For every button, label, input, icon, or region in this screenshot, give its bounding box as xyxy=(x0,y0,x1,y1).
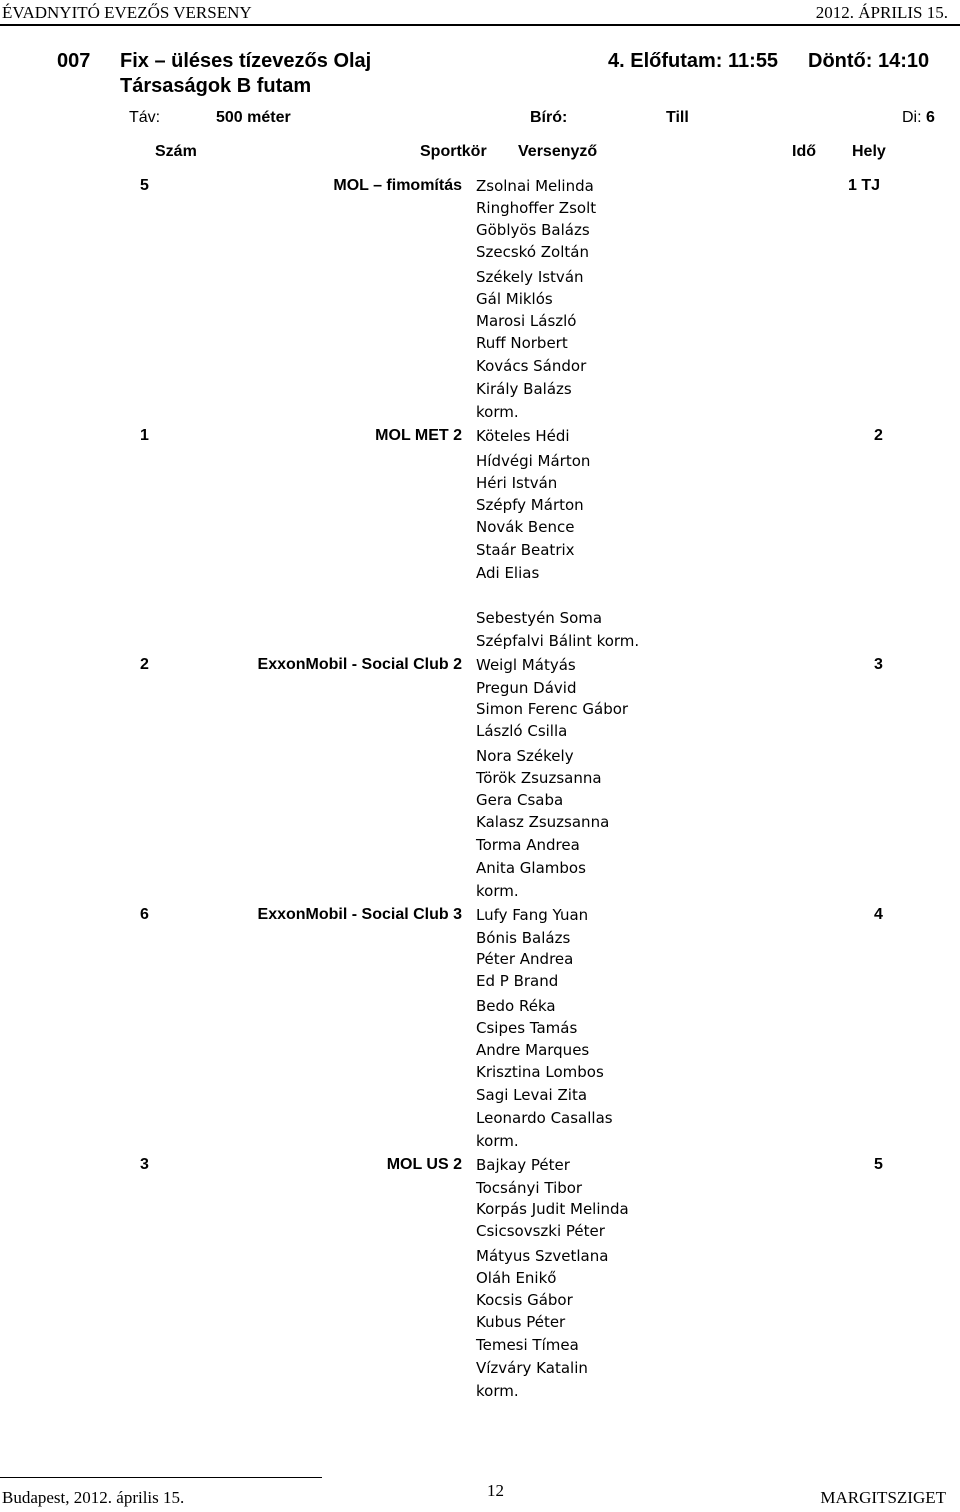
crew-member: Leonardo Casallas xyxy=(476,1109,613,1127)
entry-number: 2 xyxy=(140,656,149,673)
footer-location-date: Budapest, 2012. április 15. xyxy=(2,1488,185,1507)
crew-member: Héri István xyxy=(476,474,558,492)
entry-place: 4 xyxy=(874,906,883,923)
lane-value: 6 xyxy=(926,109,935,126)
entry-number: 5 xyxy=(140,177,149,194)
crew-member: Szépfalvi Bálint korm. xyxy=(476,632,640,650)
crew-member: Bónis Balázs xyxy=(476,929,571,947)
entry-club: MOL – fimomítás xyxy=(333,177,462,194)
crew-member: Lufy Fang Yuan xyxy=(476,906,589,924)
entry-club: MOL US 2 xyxy=(386,1156,462,1173)
crew-member: Bajkay Péter xyxy=(476,1156,570,1174)
crew-member: Göblyös Balázs xyxy=(476,221,590,239)
crew-member: Kalasz Zsuzsanna xyxy=(476,813,610,831)
crew-member: Bedo Réka xyxy=(476,997,556,1015)
judge-value: Till xyxy=(666,109,689,126)
page-number: 12 xyxy=(487,1481,504,1500)
crew-member: Sagi Levai Zita xyxy=(476,1086,588,1104)
entry-club: MOL MET 2 xyxy=(375,427,462,444)
coxswain-label: korm. xyxy=(476,1382,519,1400)
crew-member: Simon Ferenc Gábor xyxy=(476,700,629,718)
column-header-hely: Hely xyxy=(852,143,886,160)
crew-member: Szecskó Zoltán xyxy=(476,243,589,261)
crew-member: Kubus Péter xyxy=(476,1313,566,1331)
crew-member: Ed P Brand xyxy=(476,972,559,990)
crew-member: Marosi László xyxy=(476,312,577,330)
crew-member: Krisztina Lombos xyxy=(476,1063,604,1081)
header-date: 2012. ÁPRILIS 15. xyxy=(815,3,948,22)
entry-place: 5 xyxy=(874,1156,883,1173)
crew-member: Nora Székely xyxy=(476,747,574,765)
crew-member: Ruff Norbert xyxy=(476,334,568,352)
crew-member: Köteles Hédi xyxy=(476,427,570,445)
crew-member: Sebestyén Soma xyxy=(476,609,603,627)
column-header-ido: Idő xyxy=(792,143,816,160)
crew-member: Székely István xyxy=(476,268,584,286)
crew-member: Vízváry Katalin xyxy=(476,1359,588,1377)
crew-member: Zsolnai Melinda xyxy=(476,177,594,195)
footer-divider xyxy=(0,1477,322,1478)
crew-member: Gera Csaba xyxy=(476,791,564,809)
coxswain-label: korm. xyxy=(476,882,519,900)
crew-member: Szépfy Márton xyxy=(476,496,584,514)
header-divider xyxy=(0,24,960,26)
final-time: Döntő: 14:10 xyxy=(808,50,930,72)
heat-time: 4. Előfutam: 11:55 xyxy=(608,50,779,72)
crew-member: Hídvégi Márton xyxy=(476,452,591,470)
crew-member: Staár Beatrix xyxy=(476,541,575,559)
coxswain-label: korm. xyxy=(476,403,519,421)
race-title-line1: Fix – üléses tízevezős Olaj xyxy=(120,50,372,72)
crew-member: Anita Glambos xyxy=(476,859,586,877)
distance-value: 500 méter xyxy=(216,109,291,126)
crew-member: Kovács Sándor xyxy=(476,357,587,375)
crew-member: Korpás Judit Melinda xyxy=(476,1200,629,1218)
crew-member: Török Zsuzsanna xyxy=(476,769,602,787)
distance-label: Táv: xyxy=(129,109,161,126)
entry-place: 2 xyxy=(874,427,883,444)
crew-member: Király Balázs xyxy=(476,380,572,398)
race-number: 007 xyxy=(57,50,91,72)
coxswain-label: korm. xyxy=(476,1132,519,1150)
entry-number: 3 xyxy=(140,1156,149,1173)
crew-member: Kocsis Gábor xyxy=(476,1291,573,1309)
entry-number: 1 xyxy=(140,427,149,444)
lane-label: Di: xyxy=(902,109,922,126)
race-title-line2: Társaságok B futam xyxy=(120,75,312,97)
crew-member: Pregun Dávid xyxy=(476,679,577,697)
crew-member: László Csilla xyxy=(476,722,568,740)
crew-member: Oláh Enikő xyxy=(476,1269,557,1287)
crew-member: Novák Bence xyxy=(476,518,575,536)
footer-venue: MARGITSZIGET xyxy=(820,1488,946,1507)
entry-club: ExxonMobil - Social Club 3 xyxy=(257,906,462,923)
entry-club: ExxonMobil - Social Club 2 xyxy=(257,656,462,673)
crew-member: Mátyus Szvetlana xyxy=(476,1247,609,1265)
crew-member: Adi Elias xyxy=(476,564,540,582)
crew-member: Temesi Tímea xyxy=(476,1336,579,1354)
crew-member: Weigl Mátyás xyxy=(476,656,576,674)
crew-member: Ringhoffer Zsolt xyxy=(476,199,597,217)
crew-member: Andre Marques xyxy=(476,1041,590,1059)
entry-place: 1 TJ xyxy=(848,177,881,194)
crew-member: Péter Andrea xyxy=(476,950,574,968)
crew-member: Torma Andrea xyxy=(476,836,580,854)
column-header-versenyzo: Versenyző xyxy=(518,143,598,160)
judge-label: Bíró: xyxy=(530,109,568,126)
entry-place: 3 xyxy=(874,656,883,673)
header-event-title: ÉVADNYITÓ EVEZŐS VERSENY xyxy=(2,3,252,22)
crew-member: Gál Miklós xyxy=(476,290,553,308)
entry-number: 6 xyxy=(140,906,149,923)
column-header-szam: Szám xyxy=(155,143,197,160)
crew-member: Csicsovszki Péter xyxy=(476,1222,605,1240)
column-header-sportkor: Sportkör xyxy=(420,143,487,160)
crew-member: Csipes Tamás xyxy=(476,1019,578,1037)
crew-member: Tocsányi Tibor xyxy=(476,1179,583,1197)
